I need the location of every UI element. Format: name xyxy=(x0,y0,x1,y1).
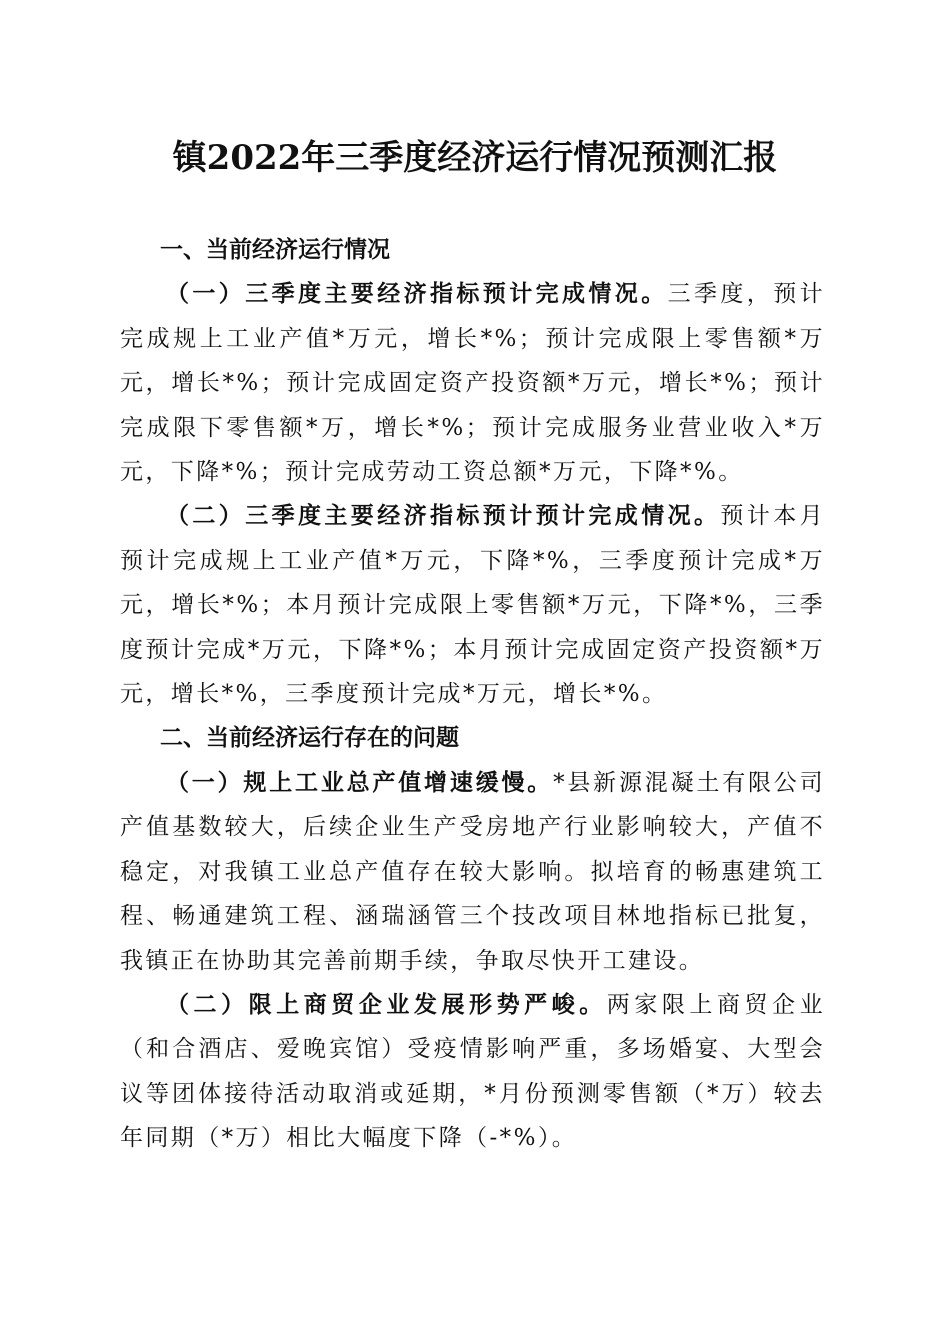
paragraph-lead: （一）三季度主要经济指标预计完成情况。 xyxy=(166,280,668,308)
section-heading-1: 一、当前经济运行情况 xyxy=(160,237,390,263)
paragraph-1-1 xyxy=(120,272,825,494)
paragraph-text: 两家限上商贸企业（和合酒店、爱晚宾馆）受疫情影响严重，多场婚宴、大型会议等团体接待活动取消或延期，*月份预测零售额（*万）较去年同期（*万）相比大幅度下降（-*%）。 xyxy=(120,991,825,1152)
paragraph-lead: （二）三季度主要经济指标预计预计完成情况。 xyxy=(166,502,721,530)
paragraph-text: 预计本月预计完成规上工业产值*万元，下降*%，三季度预计完成*万元，增长*%；本月预计完成限上零售额*万元，下降*%，三季度预计完成*万元，下降*%；本月预计完成固定资产投资额*万元，增长*%，三季度预计完成*万元，增长*%。 xyxy=(120,503,825,708)
paragraph-lead: （二）限上商贸企业发展形势严峻。 xyxy=(166,990,607,1018)
paragraph-1-2 xyxy=(120,494,825,716)
paragraph-2-1 xyxy=(120,761,825,983)
paragraph-2-2 xyxy=(120,983,825,1161)
document-body xyxy=(120,228,825,1161)
paragraph-text: 三季度，预计完成规上工业产值*万元，增长*%；预计完成限上零售额*万元，增长*%；预计完成固定资产投资额*万元，增长*%；预计完成限下零售额*万，增长*%；预计完成服务业营业收入*万元，下降*%；预计完成劳动工资总额*万元，下降*%。 xyxy=(120,281,825,486)
paragraph-lead: （一）规上工业总产值增速缓慢。 xyxy=(166,768,554,796)
paragraph-text: *县新源混凝土有限公司产值基数较大，后续企业生产受房地产行业影响较大，产值不稳定，对我镇工业总产值存在较大影响。拟培育的畅惠建筑工程、畅通建筑工程、涵瑞涵管三个技改项目林地指标已批复，我镇正在协助其完善前期手续，争取尽快开工建设。 xyxy=(120,769,825,974)
document-title: 镇2022年三季度经济运行情况预测汇报 xyxy=(172,138,778,178)
section-heading-2: 二、当前经济运行存在的问题 xyxy=(160,725,459,752)
